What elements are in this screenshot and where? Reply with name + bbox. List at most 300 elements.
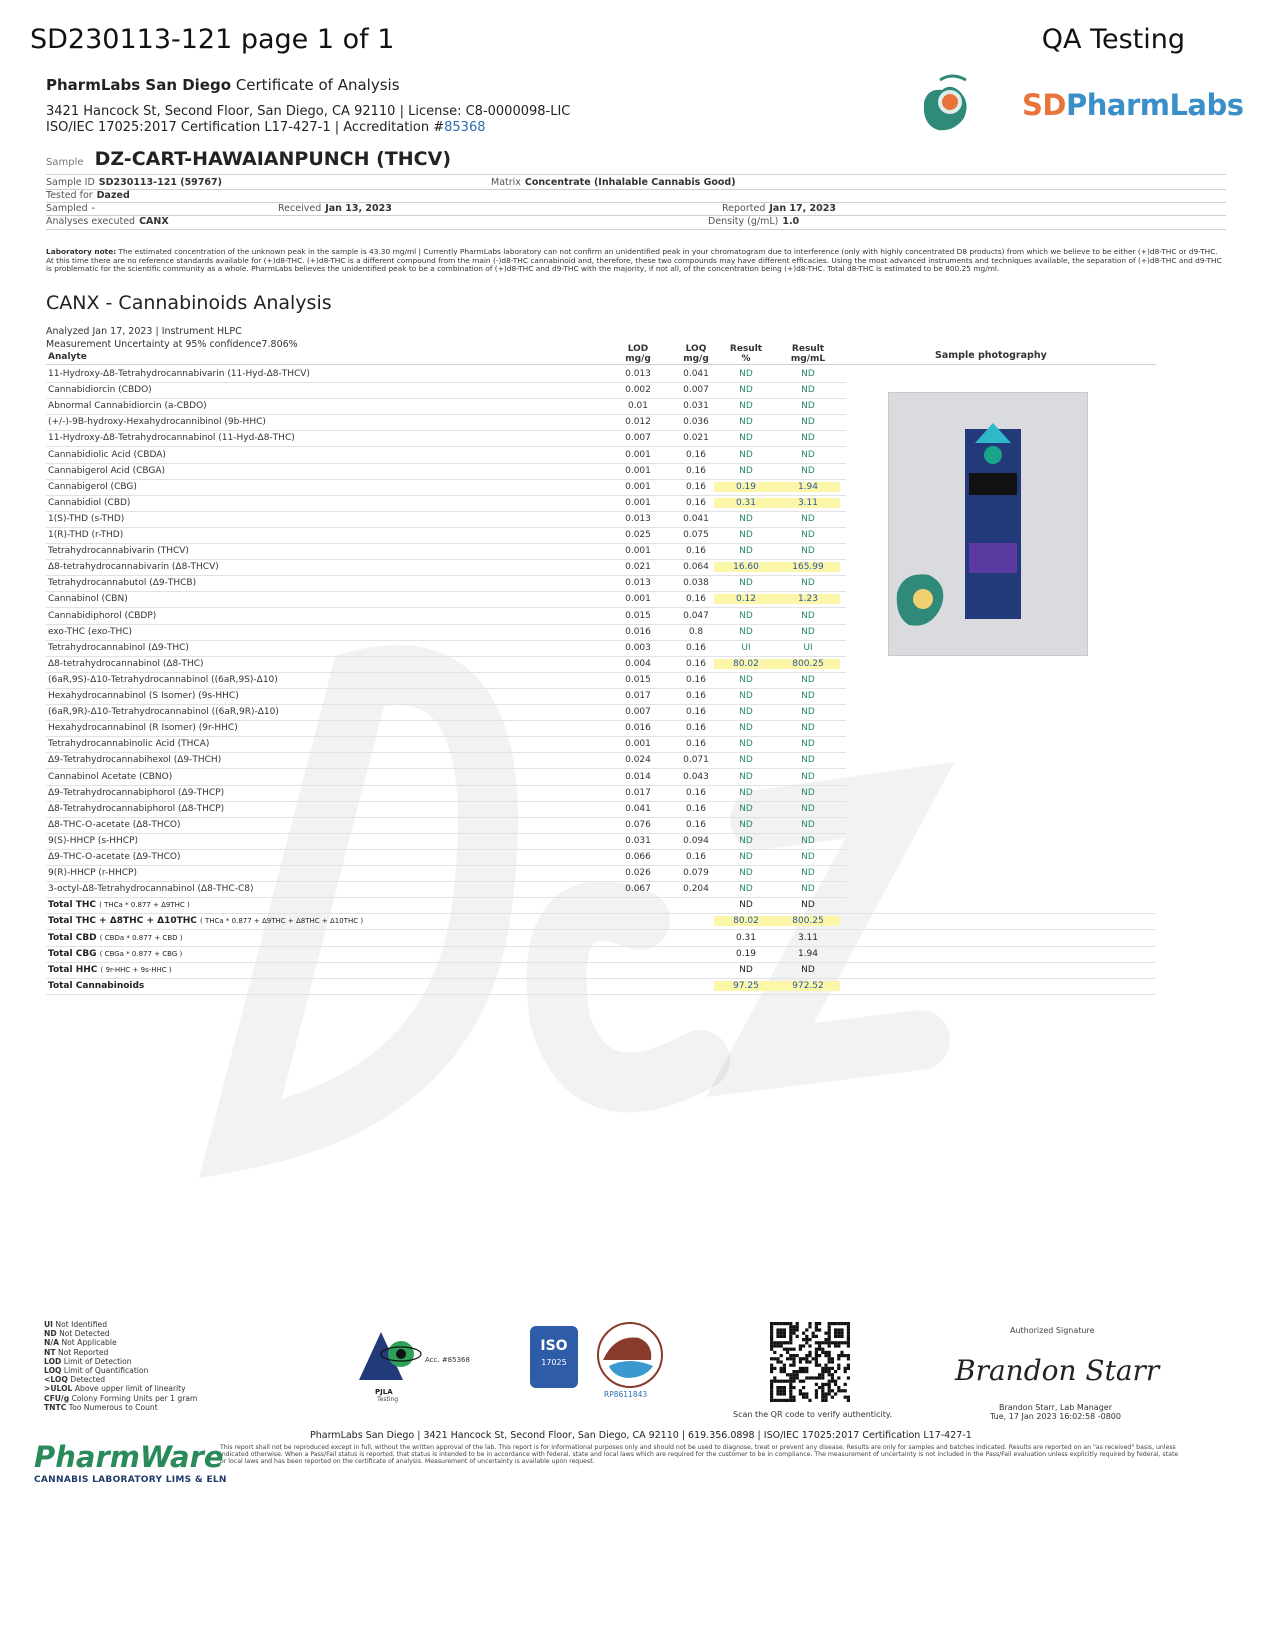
result-lod: 0.066 [625,852,651,862]
table-row [46,382,846,399]
laboratory-note [46,248,1226,274]
result-mg: ND [801,787,815,798]
verification-qr-code[interactable] [770,1322,850,1402]
result-mg: ND [801,707,815,718]
total-mg: 3.11 [797,932,819,943]
result-pct: ND [739,755,753,766]
table-row [46,608,846,625]
legend-abbr: LOD [44,1356,62,1366]
total-formula: ( THCa * 0.877 + Δ9THC + Δ8THC + Δ10THC ) [200,917,364,926]
table-row [46,366,846,383]
sample-name: DZ-CART-HAWAIANPUNCH (THCV) [94,148,452,170]
result-loq: 0.16 [685,594,707,605]
result-lod: 0.001 [625,594,651,605]
result-mg: 1.94 [776,482,840,492]
result-lod: 0.013 [625,578,651,589]
analyte-name: Δ8-THC-O-acetate (Δ8-THCO) [48,819,181,830]
result-loq: 0.204 [683,884,709,895]
result-pct: ND [739,835,753,846]
legend-abbr: NT [44,1347,56,1357]
table-row [46,769,846,786]
result-lod: 0.015 [625,674,651,685]
table-row [46,736,846,753]
table-row [46,527,846,544]
result-loq: 0.16 [685,674,707,685]
sample-heading [46,148,451,170]
sample-id-field [46,177,222,188]
divider [46,229,1226,230]
legend-abbr: <LOQ [44,1375,68,1385]
total-pct: 0.19 [735,948,757,959]
analysis-meta [46,325,298,351]
result-pct-header: Result % [729,344,763,364]
analyte-name: 9(S)-HHCP (s-HHCP) [48,835,139,846]
result-pct: ND [739,626,753,637]
pharmware-logo: PharmWare [34,1440,224,1474]
result-lod: 0.002 [625,385,651,396]
accreditation-link[interactable]: 85368 [444,120,486,135]
note-text: The estimated concentration of the unknown peak in the sample is 43.30 mg/ml | Currently PharmLabs laboratory can not confirm an unidentified peak in your chromatogram due to interference (only with highly concentrated D8 products) from which we believe to be either (+)d8-THC or d9-THC. At this time there are no reference standards available for (+)d8-THC. (+)d8-THC is a different compound from the main (-)d8-THC cannabinoid and, therefore, these two compounds may have different efficacies. Using the most advanced instruments and techniques available, the separation of (+)d8-THC and d9-THC is problematic for the scientific community as a whole. PharmLabs believes the unidentified peak to be a combination of (+)d8-THC and d9-THC with the majority, if not all, of the concentration being (+)d8-THC. Total d8-THC is estimated to be 800.25 mg/ml. [46,247,1222,274]
result-lod: 0.026 [625,868,651,879]
table-row [46,624,846,641]
result-mg: 165.99 [776,562,840,572]
result-lod: 0.015 [625,610,651,621]
result-mg: UI [803,642,813,653]
legend-item [44,1348,197,1357]
total-pct: ND [739,964,753,975]
analyte-name: exo-THC (exo-THC) [48,626,133,637]
legend-text: Limit of Quantification [63,1366,149,1376]
legend-abbr: TNTC [44,1402,67,1412]
legend-item [44,1320,197,1329]
result-mg: ND [801,385,815,396]
result-mg: ND [801,530,815,540]
total-row [46,897,1156,914]
reported-field [722,203,836,214]
total-name [48,949,182,959]
result-lod: 0.014 [625,771,651,782]
legend-abbr: UI [44,1320,53,1329]
qr-caption: Scan the QR code to verify authenticity. [733,1410,893,1419]
lab-heading [46,76,400,94]
result-mg: ND [801,449,815,460]
result-pct: ND [739,546,753,557]
result-pct: ND [739,787,753,798]
total-label: Total CBD [48,932,97,943]
result-pct: ND [739,771,753,782]
sample-label: Sample [46,157,84,168]
analyte-name: Tetrahydrocannabinolic Acid (THCA) [48,739,210,750]
sdpharmlabs-wordmark [1022,88,1244,122]
table-row [46,511,846,528]
result-mg: ND [801,417,815,428]
pjla-sub: Testing [377,1396,399,1403]
legend-abbr: N/A [44,1338,60,1348]
total-pct: 0.31 [735,932,757,943]
density-value: 1.0 [782,216,800,227]
result-loq: 0.16 [685,739,707,750]
result-loq: 0.16 [685,449,707,460]
result-pct: ND [739,852,753,862]
result-lod: 0.001 [625,481,651,492]
analyte-name: (6aR,9R)-Δ10-Tetrahydrocannabinol ((6aR,9R)-Δ10) [48,707,279,718]
result-pct: ND [739,578,753,589]
table-row [46,559,846,576]
table-row [46,430,846,447]
analyses-field [46,216,169,227]
received-field [278,203,392,214]
table-row [46,785,846,802]
result-loq: 0.079 [683,868,709,879]
legend-item [44,1403,197,1412]
total-row [46,962,1156,979]
total-name [48,933,182,943]
lab-address-block [46,104,570,136]
result-pct: ND [739,433,753,444]
total-label: Total THC [48,900,96,911]
sampled-field [46,203,95,214]
total-pct: 97.25 [714,981,778,991]
density-label: Density (g/mL) [708,216,779,227]
result-mg: 1.23 [776,594,840,604]
result-lod: 0.025 [625,530,651,540]
legend-text: Limit of Detection [63,1356,132,1366]
analyte-name: Abnormal Cannabidiorcin (a-CBDO) [48,401,207,412]
received-label: Received [278,203,322,214]
total-mg: 1.94 [797,948,819,959]
total-row [46,978,1156,995]
result-mg: ND [801,578,815,589]
analyte-name: Cannabidiphorol (CBDP) [48,610,157,621]
total-mg: 800.25 [776,916,840,926]
result-mg: ND [801,546,815,557]
result-loq: 0.16 [685,787,707,798]
result-mg: ND [801,610,815,621]
result-lod: 0.007 [625,707,651,718]
result-mg: ND [801,626,815,637]
product-box-image [889,393,1087,655]
analyzed-line: Analyzed Jan 17, 2023 | Instrument HLPC [46,326,242,337]
result-loq: 0.041 [683,513,709,524]
analyses-value: CANX [139,216,169,227]
divider [46,189,1226,190]
legend-abbr: ND [44,1329,57,1339]
analyte-name: Cannabidiorcin (CBDO) [48,385,152,396]
result-lod: 0.021 [625,562,651,573]
analyte-header: Analyte [48,352,87,362]
total-row [46,913,1156,930]
result-pct: ND [739,739,753,750]
total-mg: ND [801,964,815,975]
table-row [46,865,846,882]
result-lod: 0.007 [625,433,651,444]
table-row [46,656,846,673]
result-loq: 0.16 [685,691,707,701]
result-lod: 0.001 [625,465,651,476]
result-mg: ND [801,868,815,879]
analyte-name: Cannabidiol (CBD) [48,497,131,508]
result-pct: 0.31 [714,498,778,508]
result-pct: UI [741,642,751,653]
legend-item [44,1357,197,1366]
sample-id-label: Sample ID [46,177,95,188]
table-row [46,398,846,415]
result-pct: ND [739,465,753,476]
result-lod: 0.017 [625,787,651,798]
matrix-field [491,177,736,188]
table-row [46,817,846,834]
result-loq: 0.16 [685,819,707,830]
result-pct: ND [739,449,753,460]
divider [46,174,1226,175]
analyte-name: Hexahydrocannabinol (R Isomer) (9r-HHC) [48,723,238,734]
table-row [46,447,846,464]
result-lod: 0.016 [625,626,651,637]
legend-text: Colony Forming Units per 1 gram [71,1393,198,1403]
qa-testing-label: QA Testing [1041,24,1185,55]
total-formula: ( THCa * 0.877 + Δ9THC ) [99,901,190,910]
result-lod: 0.067 [625,884,651,895]
analyte-name: 1(R)-THD (r-THD) [48,530,124,540]
result-lod: 0.001 [625,449,651,460]
legend-text: Too Numerous to Count [68,1402,158,1412]
table-row [46,881,846,898]
analyte-name: Δ8-tetrahydrocannabivarin (Δ8-THCV) [48,562,219,573]
analyte-name: Cannabinol (CBN) [48,594,128,605]
result-loq: 0.038 [683,578,709,589]
result-mg: ND [801,433,815,444]
result-loq: 0.8 [688,626,704,637]
legend-abbr: >ULOL [44,1384,73,1394]
total-label: Total HHC [48,964,98,975]
result-lod: 0.041 [625,803,651,814]
table-row [46,414,846,431]
legend-text: Not Applicable [61,1338,117,1348]
legend-text: Not Identified [55,1320,108,1329]
signature-title: Authorized Signature [1010,1326,1095,1335]
analyte-name: 1(S)-THD (s-THD) [48,513,125,524]
result-loq: 0.16 [685,723,707,734]
loq-header: LOQ mg/g [683,344,709,364]
table-row [46,720,846,737]
table-row [46,640,846,657]
result-pct: ND [739,369,753,379]
result-pct: ND [739,417,753,428]
signatory [990,1403,1121,1421]
analyte-name: Cannabinol Acetate (CBNO) [48,771,173,782]
analyte-name: (6aR,9S)-Δ10-Tetrahydrocannabinol ((6aR,9S)-Δ10) [48,674,278,685]
note-label: Laboratory note: [46,247,117,256]
divider [46,202,1226,203]
result-pct: ND [739,819,753,830]
legend-text: Above upper limit of linearity [74,1384,186,1394]
analyses-label: Analyses executed [46,216,136,227]
pharmware-tagline: CANNABIS LABORATORY LIMS & ELN [34,1475,227,1485]
result-lod: 0.001 [625,497,651,508]
total-formula: ( 9r-HHC + 9s-HHC ) [100,965,172,974]
result-mg: ND [801,803,815,814]
result-lod: 0.003 [625,642,651,653]
result-pct: ND [739,401,753,412]
result-mg: ND [801,674,815,685]
result-lod: 0.076 [625,819,651,830]
total-row [46,946,1156,963]
tested-for-field [46,190,130,201]
result-mg: 3.11 [776,498,840,508]
table-row [46,672,846,689]
result-pct: ND [739,513,753,524]
result-mg: ND [801,819,815,830]
result-lod: 0.016 [625,723,651,734]
result-pct: ND [739,385,753,396]
handwritten-signature: Brandon Starr [955,1354,1160,1387]
result-mg: ND [801,884,815,895]
result-loq: 0.071 [683,755,709,766]
analyte-name: 9(R)-HHCP (r-HHCP) [48,868,137,879]
result-loq: 0.007 [683,385,709,396]
analyte-name: 3-octyl-Δ8-Tetrahydrocannabinol (Δ8-THC-C8) [48,884,254,895]
result-loq: 0.041 [683,369,709,379]
result-pct: ND [739,884,753,895]
analyte-name: Δ9-Tetrahydrocannabihexol (Δ9-THCH) [48,755,222,766]
table-row [46,704,846,721]
result-loq: 0.047 [683,610,709,621]
pjla-acc: Acc. #85368 [425,1356,470,1364]
result-loq: 0.16 [685,497,707,508]
legend-item [44,1384,197,1393]
analyte-name: Cannabigerol Acid (CBGA) [48,465,166,476]
document-id: SD230113-121 page 1 of 1 [30,24,395,55]
lab-name: PharmLabs San Diego [46,76,232,94]
abbreviation-legend [44,1320,197,1412]
table-row [46,801,846,818]
total-formula: ( CBGa * 0.877 + CBG ) [99,949,183,958]
result-pct: 16.60 [714,562,778,572]
divider [46,215,1226,216]
sampled-value: - [91,203,96,214]
total-label: Total Cannabinoids [48,980,145,991]
total-label: Total CBG [48,948,97,959]
result-pct: ND [739,530,753,540]
result-mg: ND [801,771,815,782]
result-mg: ND [801,755,815,766]
density-field [708,216,799,227]
pharmlabs-logo-icon [918,72,1018,138]
result-loq: 0.031 [683,401,709,412]
result-loq: 0.075 [683,530,709,540]
lod-header: LOD mg/g [625,344,651,364]
result-pct: ND [739,674,753,685]
legend-abbr: LOQ [44,1366,62,1376]
total-row [46,930,1156,947]
result-mg: 800.25 [776,659,840,669]
table-row [46,833,846,850]
result-loq: 0.16 [685,642,707,653]
table-row [46,688,846,705]
analyte-name: Hexahydrocannabinol (S Isomer) (9s-HHC) [48,691,239,701]
analyte-name: Tetrahydrocannabutol (Δ9-THCB) [48,578,197,589]
result-pct: ND [739,610,753,621]
result-loq: 0.16 [685,707,707,718]
result-pct: ND [739,707,753,718]
result-mg-header: Result mg/mL [790,344,826,364]
legend-item [44,1394,197,1403]
result-lod: 0.004 [625,658,651,669]
analyte-name: Δ9-Tetrahydrocannabiphorol (Δ9-THCP) [48,787,225,798]
received-value: Jan 13, 2023 [325,203,392,214]
result-loq: 0.043 [683,771,709,782]
table-row [46,752,846,769]
matrix-value: Concentrate (Inhalable Cannabis Good) [524,177,736,188]
analyte-name: (+/-)-9B-hydroxy-Hexahydrocannibinol (9b-HHC) [48,417,266,428]
cert-text: ISO/IEC 17025:2017 Certification L17-427-1 | Accreditation # [46,120,445,135]
table-row [46,849,846,866]
result-mg: ND [801,401,815,412]
iso-number: 17025 [541,1358,567,1367]
result-loq: 0.16 [685,852,707,862]
logo-pharmlabs: PharmLabs [1065,88,1244,122]
result-loq: 0.036 [683,417,709,428]
total-mg: 972.52 [776,981,840,991]
tested-for-value: Dazed [96,190,130,201]
result-lod: 0.013 [625,369,651,379]
analyte-name: Δ8-Tetrahydrocannabiphorol (Δ8-THCP) [48,803,225,814]
sampled-label: Sampled [46,203,88,214]
usda-seal-icon [595,1320,665,1390]
result-pct: 0.19 [714,482,778,492]
total-name [48,981,144,991]
result-loq: 0.064 [683,562,709,573]
reported-label: Reported [722,203,766,214]
total-name [48,965,172,975]
sample-photo [888,392,1088,656]
uncertainty-line: Measurement Uncertainty at 95% confidence7.806% [46,339,298,350]
result-pct: ND [739,723,753,734]
legend-text: Detected [70,1375,106,1385]
result-lod: 0.017 [625,691,651,701]
disclaimer: This report shall not be reproduced except in full, without the written approval of the lab. This report is for informational purposes only and should not be used to diagnose, treat or prevent any disease. Results are only for samples and batches indicated. Results are reported on an "as received" basis, unless indicated otherwise. When a Pass/Fail status is reported, that status is intended to be in accordance with federal, state and local laws which are required for the customer to be in compliance. The measurement of uncertainty is not included in the Pass/Fail evaluation unless explicitly required by federal, state or local laws and has been reported on the certificate of analysis. Measurement of uncertainty is available upon request. [220,1444,1179,1466]
legend-item [44,1366,197,1375]
section-title: CANX - Cannabinoids Analysis [46,292,332,314]
analyte-name: Δ9-THC-O-acetate (Δ9-THCO) [48,852,181,862]
legend-text: Not Detected [59,1329,110,1339]
result-loq: 0.16 [685,546,707,557]
total-pct: ND [739,900,753,911]
result-lod: 0.001 [625,739,651,750]
result-lod: 0.01 [627,401,649,412]
sample-id-value: SD230113-121 (59767) [98,177,222,188]
analyte-name: Cannabigerol (CBG) [48,481,137,492]
result-lod: 0.013 [625,513,651,524]
result-loq: 0.16 [685,658,707,669]
table-row [46,463,846,480]
matrix-label: Matrix [491,177,521,188]
total-name [48,916,363,926]
table-row [46,591,846,608]
legend-text: Not Reported [57,1347,109,1357]
doc-type: Certificate of Analysis [235,76,400,94]
sample-photo-label: Sample photography [935,350,1047,361]
total-name [48,900,190,910]
result-mg: ND [801,835,815,846]
analyte-name: Cannabidiolic Acid (CBDA) [48,449,166,460]
total-formula: ( CBDa * 0.877 + CBD ) [99,933,183,942]
signature-date: Tue, 17 Jan 2023 16:02:58 -0800 [990,1412,1121,1421]
analyte-name: Δ8-tetrahydrocannabinol (Δ8-THC) [48,658,204,669]
table-row [46,495,846,512]
result-loq: 0.16 [685,481,707,492]
result-mg: ND [801,369,815,379]
